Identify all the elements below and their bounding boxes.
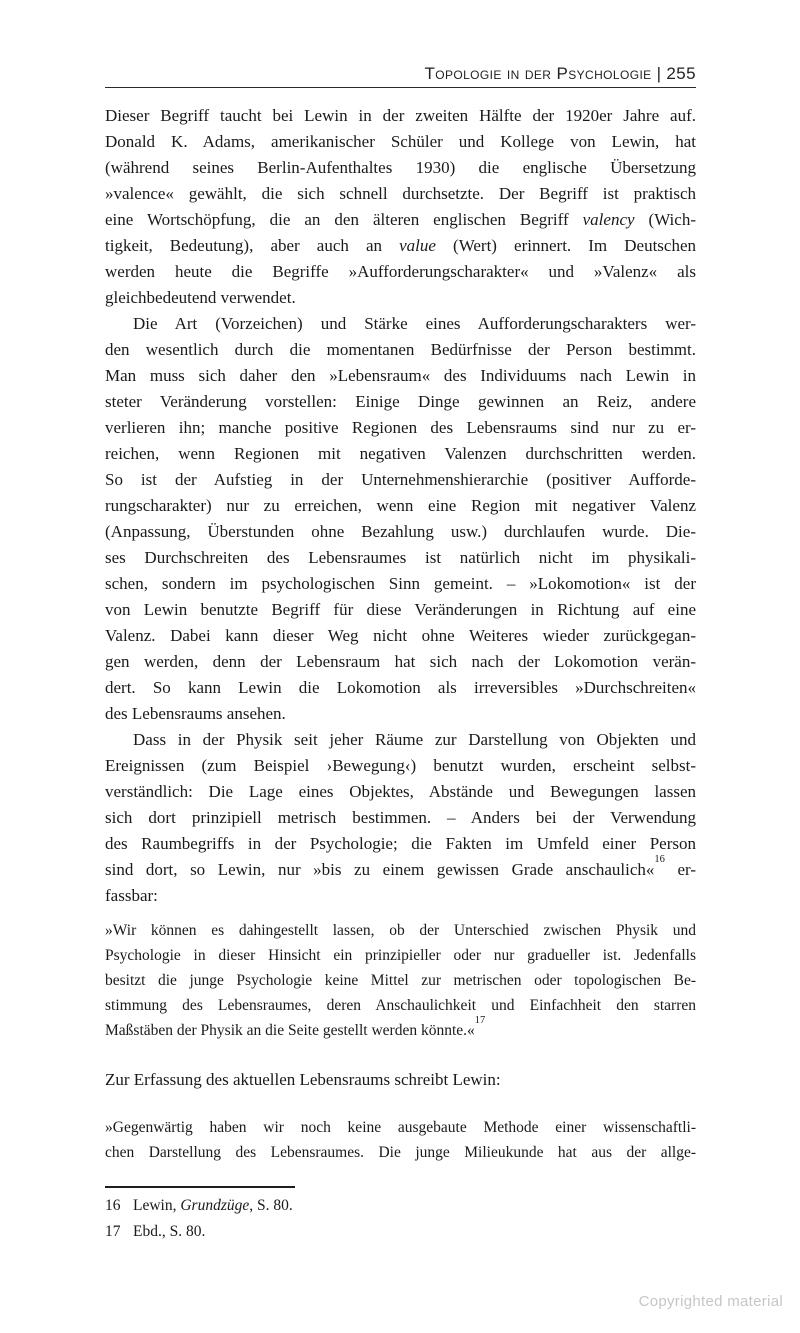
text-segment: »Gegenwärtig haben wir noch keine ausgebaute Methode einer wissenschaftli- (105, 1119, 696, 1136)
text-line (105, 519, 696, 545)
text-segment: Man muss sich daher den »Lebensraum« des Individuums nach Lewin in (105, 366, 696, 385)
text-line (105, 727, 696, 753)
text-segment: »valence« gewählt, die sich schnell durchsetzte. Der Begriff ist praktisch (105, 184, 696, 203)
text-segment: stimmung des Lebensraumes, deren Anschaulichkeit und Einfachheit den starren (105, 997, 696, 1014)
text-segment: »Wir können es dahingestellt lassen, ob der Unterschied zwischen Physik und (105, 922, 696, 939)
text-segment: steter Veränderung vorstellen: Einige Dinge gewinnen an Reiz, andere (105, 392, 696, 411)
italic-text: valency (582, 210, 635, 229)
footnote-list (105, 1193, 696, 1245)
text-segment: Donald K. Adams, amerikanischer Schüler und Kollege von Lewin, hat (105, 132, 696, 151)
text-segment: , S. 80. (249, 1197, 293, 1214)
text-line (105, 337, 696, 363)
text-segment: des Raumbegriffs in der Psychologie; die Fakten im Umfeld einer Person (105, 834, 696, 853)
text-line (105, 103, 696, 129)
text-line (105, 918, 696, 943)
text-segment: Die Art (Vorzeichen) und Stärke eines Aufforderungscharakters wer- (133, 314, 696, 333)
text-line (105, 545, 696, 571)
text-line (105, 571, 696, 597)
text-segment: sich dort prinzipiell metrisch bestimmen. – Anders bei der Verwendung (105, 808, 696, 827)
block-quote (105, 1115, 696, 1165)
text-segment: Valenz. Dabei kann dieser Weg nicht ohne Weiteres wieder zurückgegan- (105, 626, 696, 645)
paragraph (105, 103, 696, 311)
text-line (105, 467, 696, 493)
text-line (105, 753, 696, 779)
text-segment: besitzt die junge Psychologie keine Mittel zur metrischen oder topologischen Be- (105, 972, 696, 989)
text-segment: Dass in der Physik seit jeher Räume zur Darstellung von Objekten und (133, 730, 696, 749)
text-segment: (Anpassung, Überstunden ohne Bezahlung usw.) durchlaufen wurde. Die- (105, 522, 696, 541)
text-segment: ses Durchschreiten des Lebensraumes ist natürlich nicht im physikali- (105, 548, 696, 567)
text-segment: tigkeit, Bedeutung), aber auch an (105, 236, 400, 255)
text-segment: Dieser Begriff taucht bei Lewin in der zweiten Hälfte der 1920er Jahre auf. (105, 106, 696, 125)
paragraph (105, 727, 696, 909)
block-quote (105, 918, 696, 1043)
text-segment: fassbar: (105, 886, 158, 905)
text-line (105, 968, 696, 993)
text-line (105, 649, 696, 675)
text-segment: verlieren ihn; manche positive Regionen des Lebensraums sind nur zu er- (105, 418, 696, 437)
header-separator: | (656, 64, 662, 83)
text-segment: Ebd., S. 80. (133, 1223, 206, 1240)
page-content (105, 0, 696, 1165)
text-segment: rungscharakter) nur zu erreichen, wenn eine Region mit negativer Valenz (105, 496, 696, 515)
text-segment: sind dort, so Lewin, nur »bis zu einem gewissen Grade anschaulich« (105, 860, 655, 879)
text-line (105, 285, 696, 311)
running-title: Topologie in der Psychologie (424, 64, 652, 83)
text-segment: Zur Erfassung des aktuellen Lebensraums schreibt Lewin: (105, 1070, 501, 1089)
text-line (105, 155, 696, 181)
text-segment: den wesentlich durch die momentanen Bedürfnisse der Person bestimmt. (105, 340, 696, 359)
text-segment: (Wich- (634, 210, 696, 229)
footnote-item (105, 1219, 696, 1245)
text-segment: gen werden, denn der Lebensraum hat sich nach der Lokomotion verän- (105, 652, 696, 671)
footnote-item (105, 1193, 696, 1219)
text-line (105, 1067, 696, 1093)
text-line (105, 311, 696, 337)
text-line (105, 129, 696, 155)
text-line (105, 233, 696, 259)
footnote-ref: 16 (654, 854, 665, 866)
text-segment: schen, sondern im psychologischen Sinn gemeint. – »Lokomotion« ist der (105, 574, 696, 593)
text-line (105, 1014, 696, 1043)
text-segment: des Lebensraums ansehen. (105, 704, 286, 723)
text-line (105, 389, 696, 415)
text-line (105, 493, 696, 519)
text-line (105, 854, 696, 883)
text-segment: Psychologie in dieser Hinsicht ein prinzipieller oder nur gradueller ist. Jedenfalls (105, 947, 696, 964)
footnote-number: 16 (105, 1197, 121, 1214)
text-segment: dert. So kann Lewin die Lokomotion als irreversibles »Durchschreiten« (105, 678, 696, 697)
paragraph (105, 311, 696, 727)
text-line (105, 363, 696, 389)
text-line (105, 207, 696, 233)
italic-text: Grundzüge (180, 1197, 250, 1214)
text-line (105, 883, 696, 909)
text-line (105, 181, 696, 207)
text-segment: werden heute die Begriffe »Aufforderungscharakter« und »Valenz« als (105, 262, 696, 281)
text-segment: reichen, wenn Regionen mit negativen Valenzen durchschritten werden. (105, 444, 696, 463)
text-line (105, 831, 696, 857)
footnote-number: 17 (105, 1223, 121, 1240)
page-number: 255 (666, 64, 696, 83)
copyright-watermark: Copyrighted material (638, 1293, 783, 1310)
text-segment: (während seines Berlin-Aufenthaltes 1930) die englische Übersetzung (105, 158, 696, 177)
text-line (105, 1115, 696, 1140)
text-line (105, 805, 696, 831)
text-segment: er- (664, 860, 696, 879)
text-segment: verständlich: Die Lage eines Objektes, Abstände und Bewegungen lassen (105, 782, 696, 801)
text-segment: (Wert) erinnert. Im Deutschen (435, 236, 696, 255)
text-line (105, 415, 696, 441)
italic-text: value (399, 236, 436, 255)
footnote-ref: 17 (474, 1014, 486, 1026)
text-line (105, 441, 696, 467)
header-rule (105, 87, 696, 88)
text-line (105, 993, 696, 1018)
paragraph (105, 1067, 696, 1093)
text-line (105, 623, 696, 649)
text-segment: Maßstäben der Physik an die Seite gestellt werden könnte.« (105, 1022, 475, 1039)
text-segment: chen Darstellung des Lebensraumes. Die junge Milieukunde hat aus der allge- (105, 1144, 696, 1161)
text-segment: gleichbedeutend verwendet. (105, 288, 296, 307)
text-segment: Ereignissen (zum Beispiel ›Bewegung‹) benutzt wurden, erscheint selbst- (105, 756, 696, 775)
text-line (105, 943, 696, 968)
text-line (105, 259, 696, 285)
page-body (105, 103, 696, 1165)
text-line (105, 675, 696, 701)
text-segment: So ist der Aufstieg in der Unternehmenshierarchie (positiver Aufforde- (105, 470, 696, 489)
text-line (105, 779, 696, 805)
text-segment: eine Wortschöpfung, die an den älteren englischen Begriff (105, 210, 583, 229)
footnote-rule (105, 1186, 295, 1188)
text-segment: Lewin, (133, 1197, 181, 1214)
running-header (105, 63, 696, 84)
text-line (105, 597, 696, 623)
text-segment: von Lewin benutzte Begriff für diese Veränderungen in Richtung auf eine (105, 600, 696, 619)
footnotes-section (105, 1186, 696, 1245)
text-line (105, 1140, 696, 1165)
text-line (105, 701, 696, 727)
